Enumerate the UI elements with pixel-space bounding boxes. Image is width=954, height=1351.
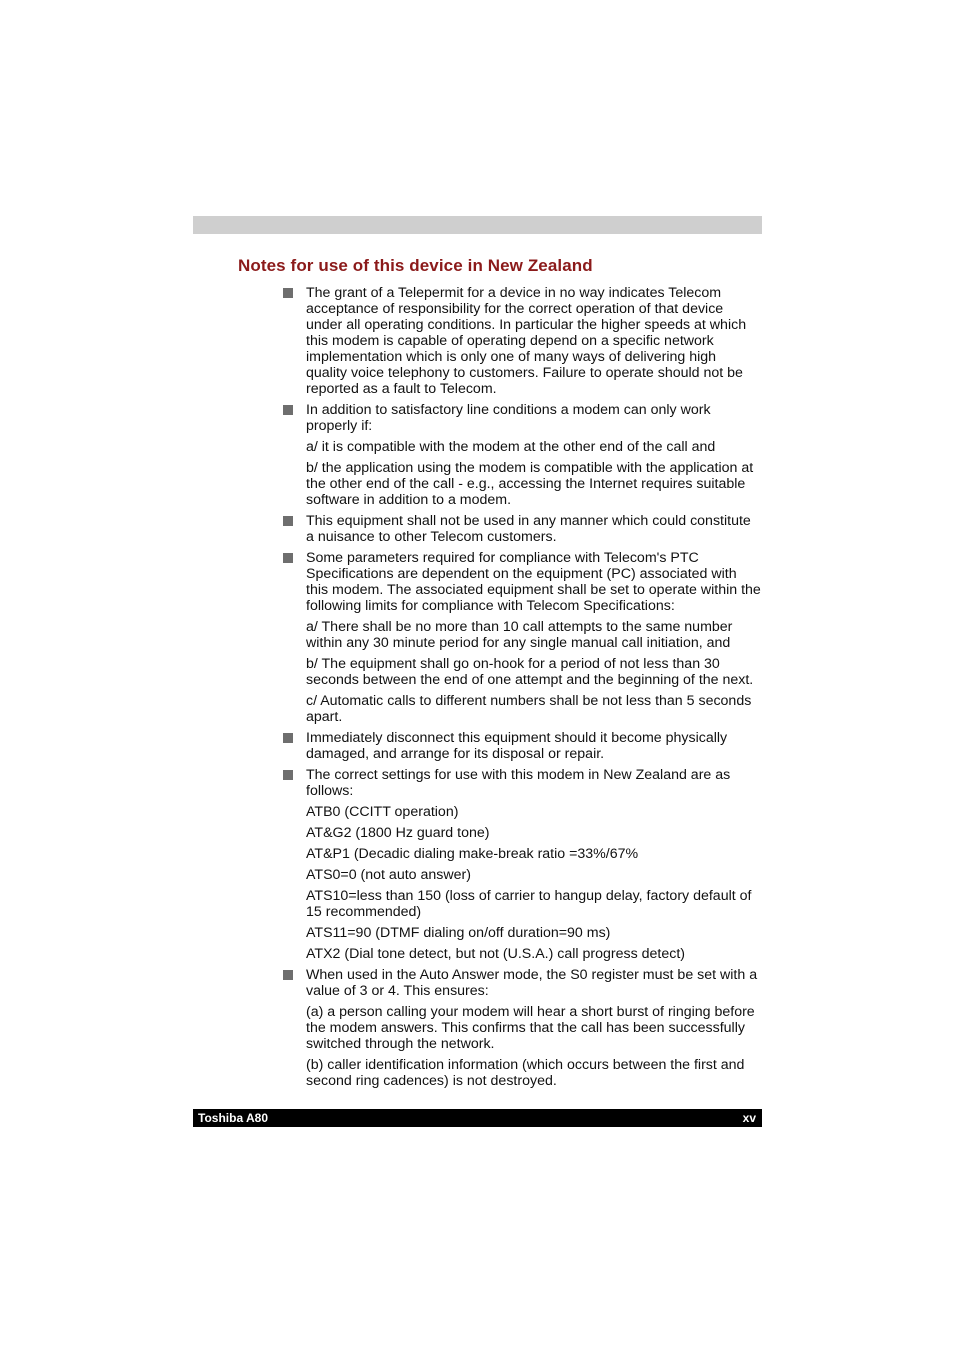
sub-item: a/ There shall be no more than 10 call attempts to the same number within any 30 minute period for any single manual call initiation, and xyxy=(306,619,733,651)
sub-item: (b) caller identification information (which occurs between the first and second ring cadences) is not destroyed. xyxy=(306,1057,745,1089)
section-heading: Notes for use of this device in New Zealand xyxy=(238,256,593,275)
square-bullet-icon xyxy=(283,405,293,415)
sub-item: b/ The equipment shall go on-hook for a period of not less than 30 seconds between the end of one attempt and the beginning of the next. xyxy=(306,656,754,688)
bullet-item xyxy=(283,550,761,614)
square-bullet-icon xyxy=(283,288,293,298)
footer-page-number: xv xyxy=(742,1111,756,1125)
footer-product-name: Toshiba A80 xyxy=(198,1111,269,1125)
sub-item: c/ Automatic calls to different numbers shall be not less than 5 seconds apart. xyxy=(306,693,752,725)
header-bar xyxy=(193,216,762,234)
sub-item: ATX2 (Dial tone detect, but not (U.S.A.) call progress detect) xyxy=(306,946,686,962)
bullet-text: The correct settings for use with this modem in New Zealand are as follows: xyxy=(306,767,731,799)
bullet-item xyxy=(283,767,761,799)
bullet-item xyxy=(283,730,761,762)
bullet-item xyxy=(283,402,761,434)
sub-item: AT&G2 (1800 Hz guard tone) xyxy=(306,825,490,841)
sub-item: a/ it is compatible with the modem at the other end of the call and xyxy=(306,439,716,455)
bullet-text: When used in the Auto Answer mode, the S0 register must be set with a value of 3 or 4. This ensures: xyxy=(306,967,758,999)
sub-item: (a) a person calling your modem will hear a short burst of ringing before the modem answers. This confirms that the call has been successfully switched through the network. xyxy=(306,1004,755,1052)
footer-bar xyxy=(193,1109,762,1127)
sub-item: ATS10=less than 150 (loss of carrier to hangup delay, factory default of 15 recommended) xyxy=(306,888,752,920)
sub-item: AT&P1 (Decadic dialing make-break ratio =33%/67% xyxy=(306,846,639,862)
square-bullet-icon xyxy=(283,770,293,780)
bullet-item xyxy=(283,513,761,545)
bullet-item xyxy=(283,967,761,999)
bullet-text: This equipment shall not be used in any manner which could constitute a nuisance to other Telecom customers. xyxy=(306,513,751,545)
sub-item: ATS11=90 (DTMF dialing on/off duration=90 ms) xyxy=(306,925,611,941)
square-bullet-icon xyxy=(283,516,293,526)
square-bullet-icon xyxy=(283,733,293,743)
square-bullet-icon xyxy=(283,553,293,563)
bullet-text: Immediately disconnect this equipment should it become physically damaged, and arrange for its disposal or repair. xyxy=(306,730,728,762)
bullet-text: The grant of a Telepermit for a device in no way indicates Telecom acceptance of responsibility for the correct operation of that device under all operating conditions. In particular the higher speeds at which this modem is capable of operating depend on a specific network implementation which is only one of many ways of delivering high quality voice telephony to customers. Failure to operate should not be reported as a fault to Telecom. xyxy=(306,285,747,397)
sub-item: ATS0=0 (not auto answer) xyxy=(306,867,471,883)
sub-item: b/ the application using the modem is compatible with the application at the other end of the call - e.g., accessing the Internet requires suitable software in addition to a modem. xyxy=(306,460,754,508)
bullet-text: In addition to satisfactory line conditions a modem can only work properly if: xyxy=(306,402,711,434)
sub-item: ATB0 (CCITT operation) xyxy=(306,804,459,820)
bullet-text: Some parameters required for compliance with Telecom's PTC Specifications are dependent on the equipment (PC) associated with this modem. The associated equipment shall be set to operate within the following limits for compliance with Telecom Specifications: xyxy=(306,550,761,614)
notes-list xyxy=(283,285,761,1094)
square-bullet-icon xyxy=(283,970,293,980)
bullet-item xyxy=(283,285,761,397)
